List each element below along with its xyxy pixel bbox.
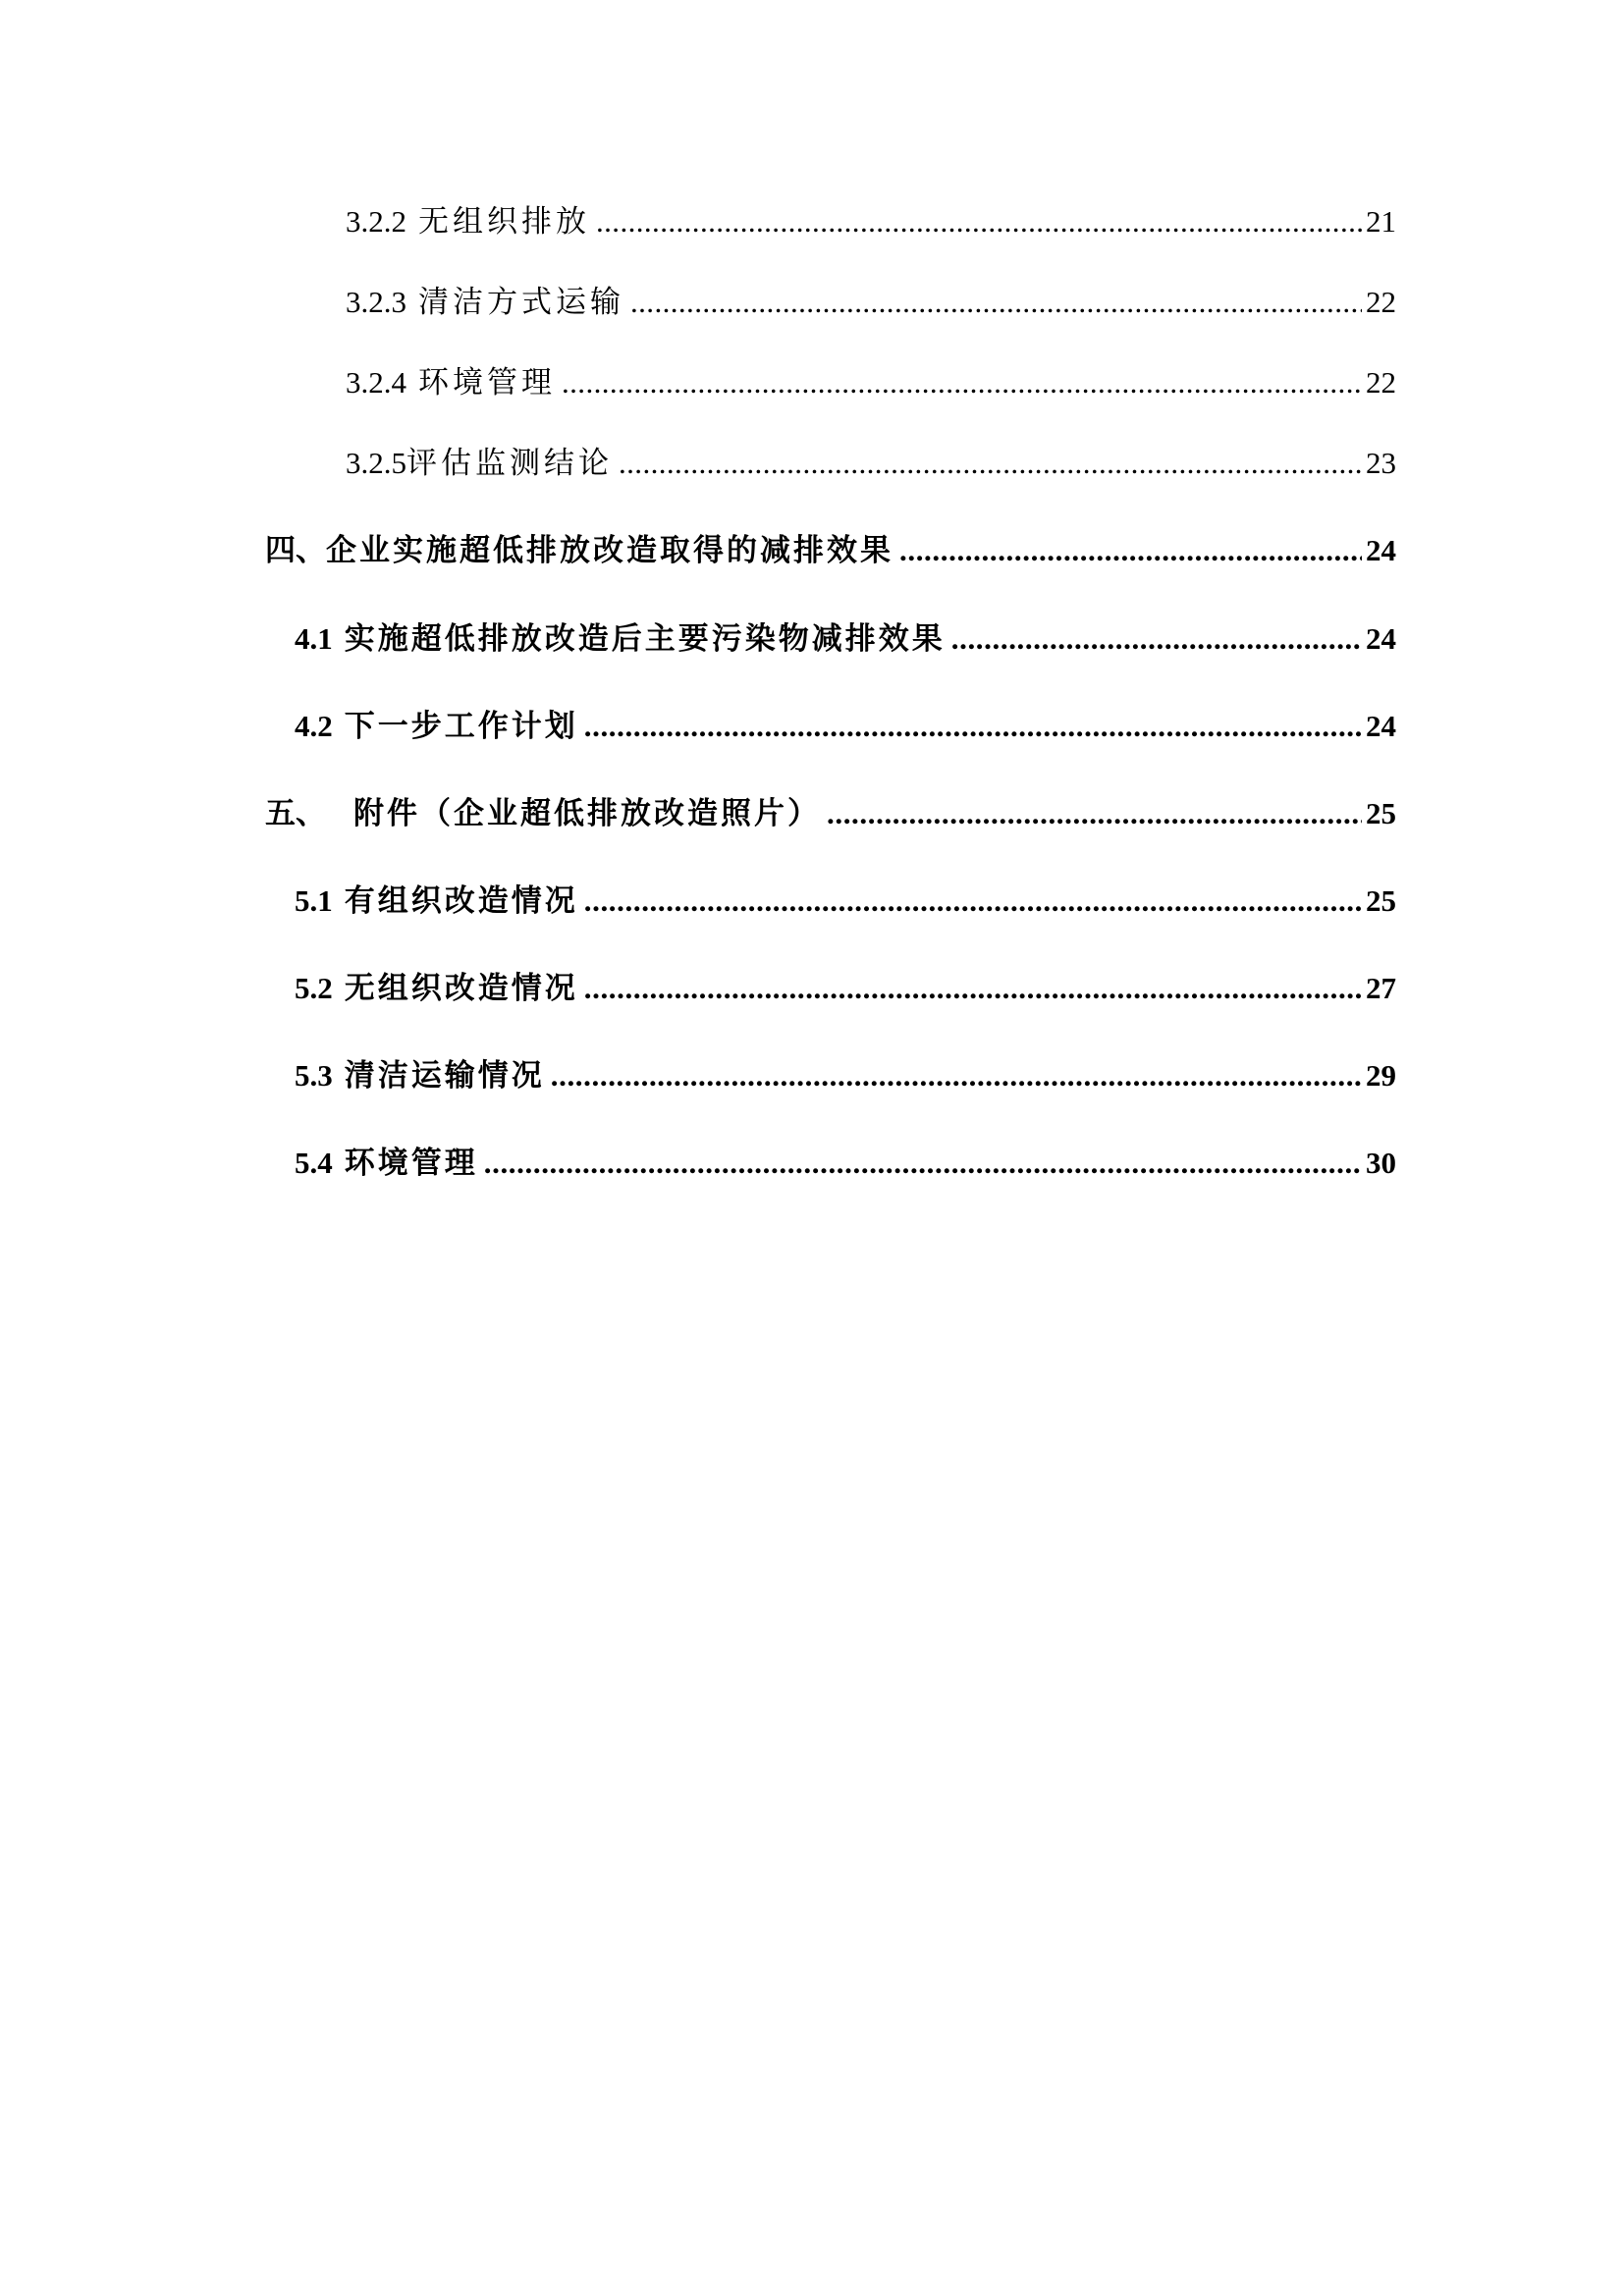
toc-entry-number: 5.1 bbox=[295, 883, 333, 918]
toc-leader-dots bbox=[584, 971, 1362, 1006]
toc-entry-page: 27 bbox=[1366, 971, 1396, 1005]
toc-entry-number: 3.2.5 bbox=[346, 446, 406, 480]
toc-leader-dots bbox=[630, 285, 1362, 320]
toc-entry-page: 22 bbox=[1366, 365, 1396, 400]
toc-entry-title: 清洁方式运输 bbox=[418, 285, 624, 319]
toc-entry-page: 24 bbox=[1366, 533, 1396, 567]
toc-leader-dots bbox=[619, 446, 1362, 481]
toc-entry-3-2-4[interactable] bbox=[346, 357, 1396, 404]
toc-entry-number: 四、 bbox=[265, 533, 326, 567]
toc-leader-dots bbox=[596, 204, 1362, 240]
toc-entry-section-5[interactable] bbox=[265, 788, 1396, 835]
toc-entry-3-2-5[interactable] bbox=[346, 438, 1396, 485]
toc-entry-title: 评估监测结论 bbox=[406, 446, 613, 480]
toc-entry-3-2-3[interactable] bbox=[346, 277, 1396, 324]
toc-entry-title: 无组织排放 bbox=[418, 204, 590, 239]
toc-entry-page: 21 bbox=[1366, 204, 1396, 239]
toc-leader-dots bbox=[827, 796, 1362, 831]
toc-entry-title: 实施超低排放改造后主要污染物减排效果 bbox=[344, 621, 946, 656]
toc-entry-number: 五、 bbox=[265, 796, 326, 830]
toc-leader-dots bbox=[584, 883, 1362, 919]
toc-entry-5-1[interactable] bbox=[295, 876, 1396, 923]
toc-entry-3-2-2[interactable] bbox=[346, 196, 1396, 243]
toc-entry-number: 4.2 bbox=[295, 709, 333, 743]
toc-entry-5-3[interactable] bbox=[295, 1050, 1396, 1097]
toc-entry-number: 5.2 bbox=[295, 971, 333, 1005]
toc-entry-5-4[interactable] bbox=[295, 1138, 1396, 1185]
toc-entry-page: 24 bbox=[1366, 621, 1396, 656]
toc-entry-4-2[interactable] bbox=[295, 701, 1396, 748]
toc-entry-section-4[interactable] bbox=[265, 525, 1396, 572]
toc-leader-dots bbox=[562, 365, 1362, 400]
toc-leader-dots bbox=[899, 533, 1362, 568]
toc-entry-page: 25 bbox=[1366, 883, 1396, 918]
toc-entry-page: 25 bbox=[1366, 796, 1396, 830]
toc-entry-number: 5.3 bbox=[295, 1058, 333, 1093]
toc-entry-title: 有组织改造情况 bbox=[344, 883, 578, 918]
toc-leader-dots bbox=[584, 709, 1362, 744]
toc-entry-title: 无组织改造情况 bbox=[344, 971, 578, 1005]
toc-entry-title: 清洁运输情况 bbox=[344, 1058, 545, 1093]
toc-entry-title: 附件（企业超低排放改造照片） bbox=[353, 796, 821, 830]
toc-leader-dots bbox=[551, 1058, 1362, 1094]
toc-entry-4-1[interactable] bbox=[295, 614, 1396, 661]
toc-entry-number: 3.2.3 bbox=[346, 285, 406, 319]
toc-entry-page: 29 bbox=[1366, 1058, 1396, 1093]
toc-leader-dots bbox=[951, 621, 1362, 657]
toc-entry-number: 3.2.4 bbox=[346, 365, 406, 400]
toc-entry-page: 24 bbox=[1366, 709, 1396, 743]
toc-entry-5-2[interactable] bbox=[295, 963, 1396, 1010]
toc-entry-number: 4.1 bbox=[295, 621, 333, 656]
toc-entry-title: 企业实施超低排放改造取得的减排效果 bbox=[326, 533, 893, 567]
toc-entry-page: 23 bbox=[1366, 446, 1396, 480]
toc-entry-title: 环境管理 bbox=[344, 1146, 478, 1180]
toc-entry-page: 30 bbox=[1366, 1146, 1396, 1180]
toc-entry-number: 5.4 bbox=[295, 1146, 333, 1180]
toc-entry-title: 环境管理 bbox=[418, 365, 556, 400]
toc-entry-page: 22 bbox=[1366, 285, 1396, 319]
toc-leader-dots bbox=[484, 1146, 1362, 1181]
toc-entry-number: 3.2.2 bbox=[346, 204, 406, 239]
toc-entry-title: 下一步工作计划 bbox=[344, 709, 578, 743]
